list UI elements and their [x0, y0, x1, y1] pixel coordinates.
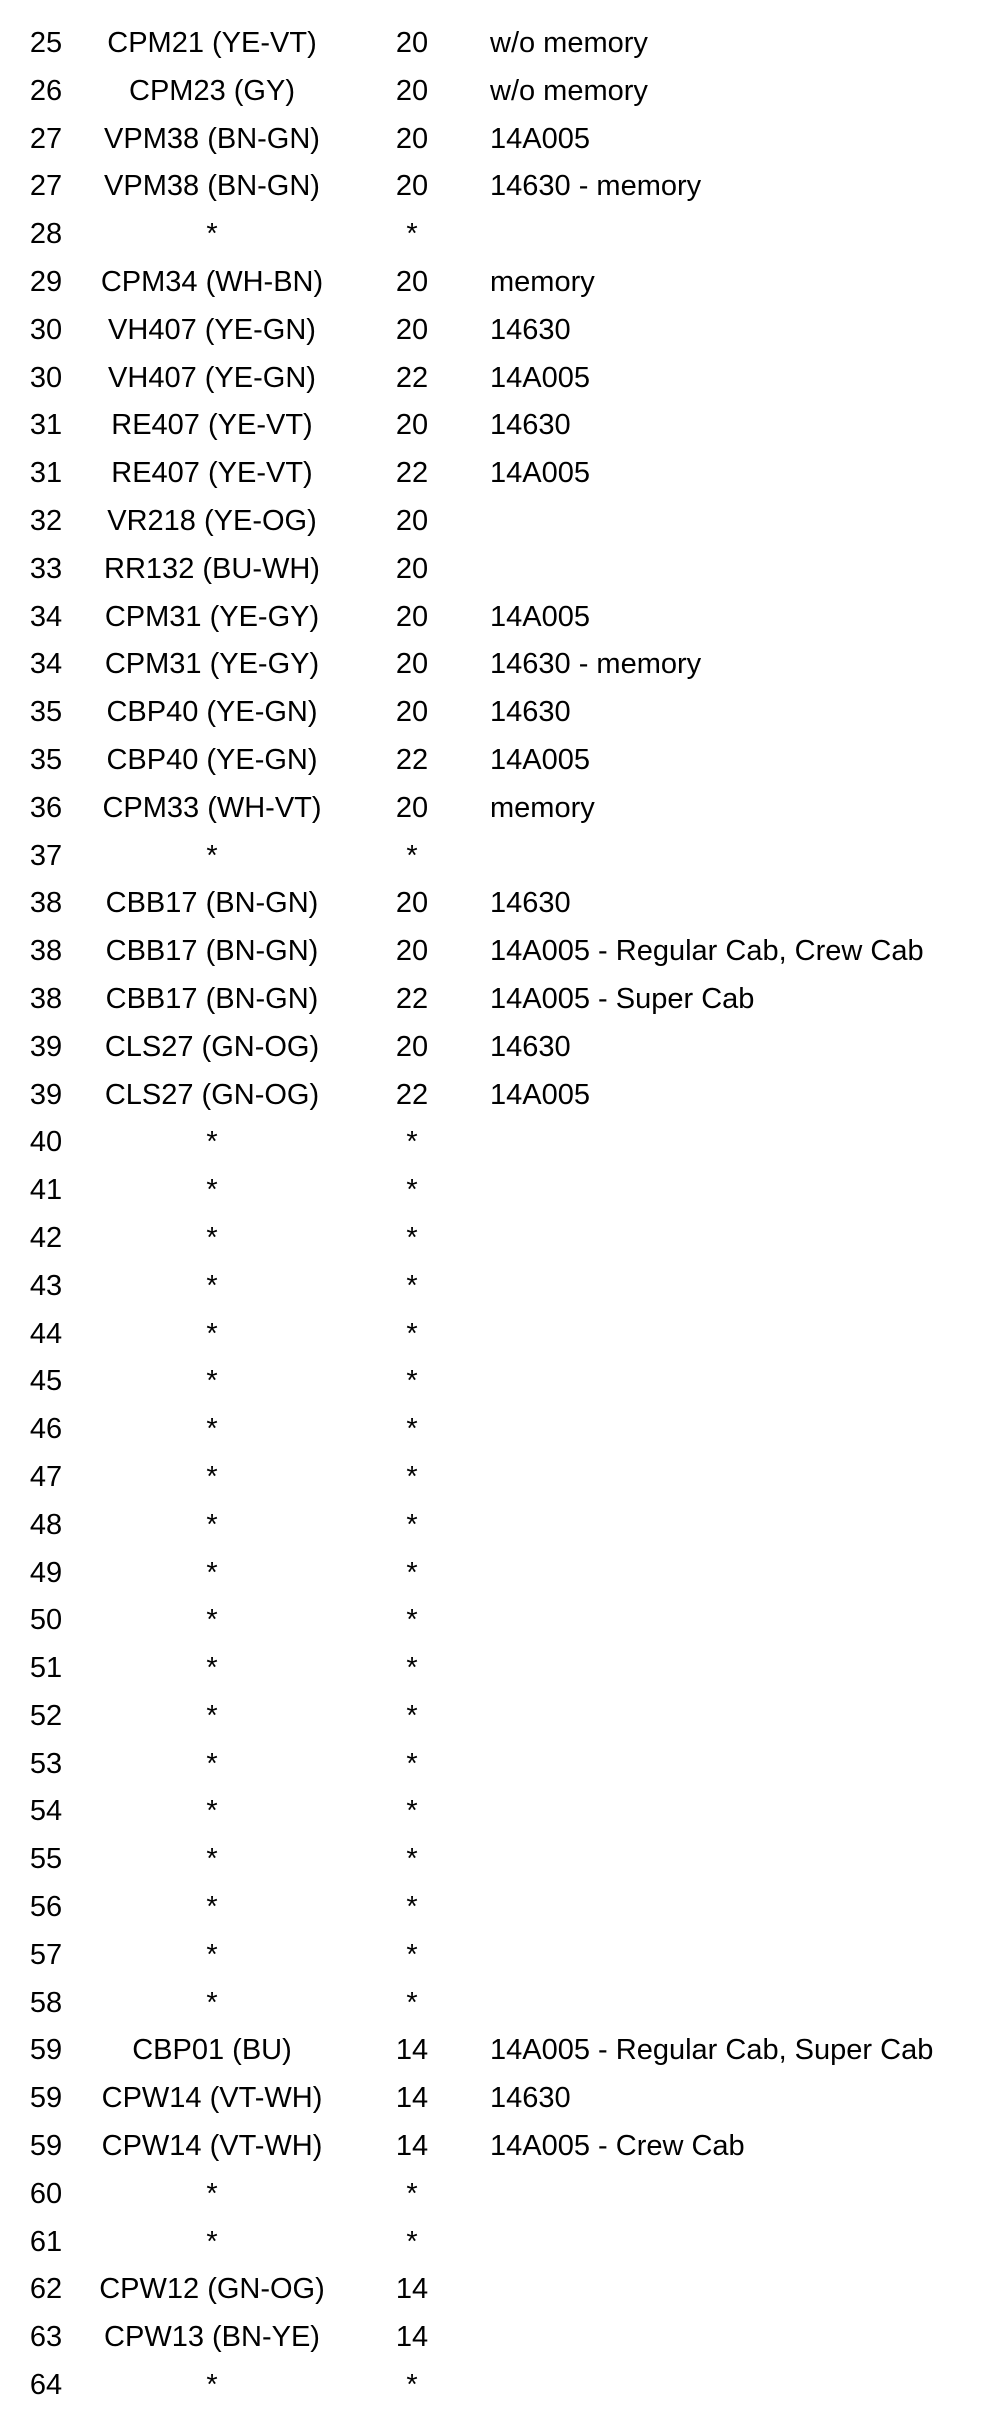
pin-number: 40 — [29, 1126, 63, 1159]
circuit-wire-color: * — [206, 1652, 218, 1685]
circuit-wire-color: * — [206, 1747, 218, 1780]
wire-gauge: * — [406, 1986, 418, 2019]
usage-note: w/o memory — [490, 74, 648, 107]
pin-number: 28 — [29, 218, 63, 251]
wire-gauge: * — [406, 1604, 418, 1637]
wire-gauge: * — [406, 1221, 418, 1254]
circuit-wire-color: CPM23 (GY) — [129, 74, 295, 107]
circuit-wire-color: * — [206, 1221, 218, 1254]
wire-gauge: * — [406, 1556, 418, 1589]
table-row — [0, 68, 1008, 116]
table-row — [0, 1980, 1008, 2028]
pin-number: 33 — [29, 552, 63, 585]
pin-number: 30 — [29, 361, 63, 394]
pin-number: 63 — [29, 2321, 63, 2354]
circuit-wire-color: * — [206, 1126, 218, 1159]
circuit-wire-color: RR132 (BU-WH) — [104, 552, 320, 585]
pin-number: 60 — [29, 2177, 63, 2210]
wire-gauge: 20 — [395, 170, 429, 203]
pin-number: 45 — [29, 1365, 63, 1398]
wire-gauge: 22 — [395, 457, 429, 490]
table-row — [0, 1358, 1008, 1406]
wire-gauge: 22 — [395, 982, 429, 1015]
pin-number: 35 — [29, 696, 63, 729]
circuit-wire-color: CPW13 (BN-YE) — [104, 2321, 320, 2354]
pin-number: 49 — [29, 1556, 63, 1589]
table-row — [0, 689, 1008, 737]
circuit-wire-color: CBP40 (YE-GN) — [106, 743, 318, 776]
circuit-wire-color: * — [206, 1269, 218, 1302]
usage-note: 14630 — [490, 1030, 571, 1063]
wire-gauge: 20 — [395, 504, 429, 537]
table-row — [0, 163, 1008, 211]
table-row — [0, 2362, 1008, 2410]
table-row — [0, 1119, 1008, 1167]
table-row — [0, 1788, 1008, 1836]
circuit-wire-color: * — [206, 1174, 218, 1207]
wire-gauge: * — [406, 1795, 418, 1828]
wire-gauge: * — [406, 1699, 418, 1732]
usage-note: 14630 - memory — [490, 648, 702, 681]
wire-gauge: * — [406, 2177, 418, 2210]
wire-gauge: * — [406, 1460, 418, 1493]
wire-gauge: 20 — [395, 648, 429, 681]
pin-number: 52 — [29, 1699, 63, 1732]
pin-number: 32 — [29, 504, 63, 537]
table-row — [0, 116, 1008, 164]
pin-number: 36 — [29, 791, 63, 824]
pin-number: 58 — [29, 1986, 63, 2019]
pin-number: 26 — [29, 74, 63, 107]
pin-number: 42 — [29, 1221, 63, 1254]
circuit-wire-color: * — [206, 1317, 218, 1350]
pin-number: 53 — [29, 1747, 63, 1780]
table-row — [0, 928, 1008, 976]
circuit-wire-color: CLS27 (GN-OG) — [104, 1030, 320, 1063]
wire-gauge: * — [406, 1269, 418, 1302]
circuit-wire-color: VH407 (YE-GN) — [108, 361, 316, 394]
pin-number: 59 — [29, 2130, 63, 2163]
table-row — [0, 2314, 1008, 2362]
wire-gauge: 14 — [395, 2034, 429, 2067]
wire-gauge: 22 — [395, 1078, 429, 1111]
pin-number: 30 — [29, 313, 63, 346]
table-row — [0, 976, 1008, 1024]
circuit-wire-color: CPM33 (WH-VT) — [102, 791, 322, 824]
usage-note: 14630 — [490, 2082, 571, 2115]
table-row — [0, 2123, 1008, 2171]
pin-number: 34 — [29, 648, 63, 681]
wire-gauge: 20 — [395, 1030, 429, 1063]
circuit-wire-color: * — [206, 1699, 218, 1732]
circuit-wire-color: CBB17 (BN-GN) — [105, 887, 319, 920]
pin-number: 27 — [29, 122, 63, 155]
usage-note: 14A005 — [490, 457, 590, 490]
wire-gauge: * — [406, 1126, 418, 1159]
table-row — [0, 1932, 1008, 1980]
pin-number: 29 — [29, 265, 63, 298]
table-row — [0, 1311, 1008, 1359]
circuit-wire-color: RE407 (YE-VT) — [111, 457, 313, 490]
table-row — [0, 402, 1008, 450]
table-row — [0, 1454, 1008, 1502]
table-row — [0, 880, 1008, 928]
table-row — [0, 594, 1008, 642]
table-row — [0, 1215, 1008, 1263]
circuit-wire-color: VR218 (YE-OG) — [107, 504, 317, 537]
circuit-wire-color: CPW14 (VT-WH) — [101, 2082, 323, 2115]
table-row — [0, 2266, 1008, 2314]
pin-number: 38 — [29, 935, 63, 968]
usage-note: 14A005 — [490, 743, 590, 776]
table-row — [0, 1597, 1008, 1645]
pin-number: 25 — [29, 27, 63, 59]
table-row — [0, 20, 1008, 68]
circuit-wire-color: * — [206, 1986, 218, 2019]
table-row — [0, 1645, 1008, 1693]
circuit-wire-color: CPW14 (VT-WH) — [101, 2130, 323, 2163]
circuit-wire-color: CPW12 (GN-OG) — [99, 2273, 325, 2306]
table-row — [0, 1836, 1008, 1884]
pin-number: 47 — [29, 1460, 63, 1493]
pinout-table — [0, 20, 1008, 2410]
pin-number: 50 — [29, 1604, 63, 1637]
wire-gauge: * — [406, 1508, 418, 1541]
usage-note: 14630 — [490, 696, 571, 729]
wire-gauge: * — [406, 218, 418, 251]
circuit-wire-color: * — [206, 1413, 218, 1446]
table-row — [0, 259, 1008, 307]
table-row — [0, 1263, 1008, 1311]
pin-number: 48 — [29, 1508, 63, 1541]
pin-number: 37 — [29, 839, 63, 872]
usage-note: 14A005 - Super Cab — [490, 982, 755, 1015]
wire-gauge: 14 — [395, 2130, 429, 2163]
usage-note: 14A005 — [490, 122, 590, 155]
wire-gauge: 20 — [395, 600, 429, 633]
circuit-wire-color: * — [206, 2177, 218, 2210]
table-row — [0, 2027, 1008, 2075]
wire-gauge: 20 — [395, 313, 429, 346]
usage-note: w/o memory — [490, 27, 648, 59]
usage-note: 14630 - memory — [490, 170, 702, 203]
circuit-wire-color: CBB17 (BN-GN) — [105, 982, 319, 1015]
pin-number: 59 — [29, 2082, 63, 2115]
circuit-wire-color: CBP40 (YE-GN) — [106, 696, 318, 729]
pin-number: 51 — [29, 1652, 63, 1685]
pin-number: 27 — [29, 170, 63, 203]
pin-number: 61 — [29, 2225, 63, 2258]
wire-gauge: * — [406, 1174, 418, 1207]
table-row — [0, 2075, 1008, 2123]
table-row — [0, 498, 1008, 546]
pin-number: 38 — [29, 887, 63, 920]
table-row — [0, 1167, 1008, 1215]
circuit-wire-color: * — [206, 1604, 218, 1637]
wire-gauge: * — [406, 1938, 418, 1971]
circuit-wire-color: CPM31 (YE-GY) — [104, 600, 320, 633]
wire-gauge: 14 — [395, 2321, 429, 2354]
usage-note: 14630 — [490, 409, 571, 442]
wire-gauge: * — [406, 2369, 418, 2402]
wire-gauge: * — [406, 1317, 418, 1350]
usage-note: 14A005 — [490, 361, 590, 394]
circuit-wire-color: * — [206, 1843, 218, 1876]
wire-gauge: 20 — [395, 74, 429, 107]
pin-number: 39 — [29, 1078, 63, 1111]
table-row — [0, 546, 1008, 594]
circuit-wire-color: * — [206, 839, 218, 872]
table-row — [0, 1406, 1008, 1454]
usage-note: 14A005 — [490, 600, 590, 633]
table-row — [0, 641, 1008, 689]
circuit-wire-color: * — [206, 1508, 218, 1541]
wire-gauge: * — [406, 839, 418, 872]
table-row — [0, 450, 1008, 498]
pin-number: 38 — [29, 982, 63, 1015]
usage-note: 14A005 - Crew Cab — [490, 2130, 745, 2163]
usage-note: 14A005 - Regular Cab, Crew Cab — [490, 935, 924, 968]
wire-gauge: 20 — [395, 265, 429, 298]
pin-number: 56 — [29, 1891, 63, 1924]
table-row — [0, 833, 1008, 881]
table-row — [0, 1693, 1008, 1741]
circuit-wire-color: VPM38 (BN-GN) — [104, 122, 320, 155]
circuit-wire-color: CPM34 (WH-BN) — [100, 265, 324, 298]
pin-number: 59 — [29, 2034, 63, 2067]
usage-note: 14630 — [490, 313, 571, 346]
wire-gauge: * — [406, 1652, 418, 1685]
circuit-wire-color: VPM38 (BN-GN) — [104, 170, 320, 203]
usage-note: 14A005 — [490, 1078, 590, 1111]
pin-number: 54 — [29, 1795, 63, 1828]
usage-note: memory — [490, 265, 595, 298]
wire-gauge: 22 — [395, 743, 429, 776]
table-row — [0, 1072, 1008, 1120]
table-row — [0, 737, 1008, 785]
wire-gauge: 14 — [395, 2273, 429, 2306]
table-row — [0, 1024, 1008, 1072]
pin-number: 41 — [29, 1174, 63, 1207]
pin-number: 57 — [29, 1938, 63, 1971]
table-row — [0, 355, 1008, 403]
table-row — [0, 2219, 1008, 2267]
wire-gauge: * — [406, 1413, 418, 1446]
circuit-wire-color: * — [206, 1938, 218, 1971]
wire-gauge: * — [406, 1365, 418, 1398]
pin-number: 43 — [29, 1269, 63, 1302]
pin-number: 64 — [29, 2369, 63, 2402]
wire-gauge: * — [406, 1843, 418, 1876]
wire-gauge: 20 — [395, 935, 429, 968]
pin-number: 35 — [29, 743, 63, 776]
circuit-wire-color: CBP01 (BU) — [132, 2034, 292, 2067]
wire-gauge: * — [406, 2225, 418, 2258]
usage-note: 14A005 - Regular Cab, Super Cab — [490, 2034, 934, 2067]
wire-gauge: 20 — [395, 122, 429, 155]
circuit-wire-color: CBB17 (BN-GN) — [105, 935, 319, 968]
circuit-wire-color: RE407 (YE-VT) — [111, 409, 313, 442]
usage-note: 14630 — [490, 887, 571, 920]
wire-gauge: 20 — [395, 552, 429, 585]
circuit-wire-color: * — [206, 2369, 218, 2402]
circuit-wire-color: CPM21 (YE-VT) — [107, 27, 317, 59]
circuit-wire-color: * — [206, 1891, 218, 1924]
pin-number: 31 — [29, 409, 63, 442]
wire-gauge: 20 — [395, 887, 429, 920]
pin-number: 31 — [29, 457, 63, 490]
circuit-wire-color: * — [206, 2225, 218, 2258]
wire-gauge: 20 — [395, 409, 429, 442]
pin-number: 55 — [29, 1843, 63, 1876]
circuit-wire-color: CLS27 (GN-OG) — [104, 1078, 320, 1111]
circuit-wire-color: * — [206, 218, 218, 251]
circuit-wire-color: CPM31 (YE-GY) — [104, 648, 320, 681]
pin-number: 39 — [29, 1030, 63, 1063]
table-row — [0, 307, 1008, 355]
table-row — [0, 211, 1008, 259]
table-row — [0, 1741, 1008, 1789]
pin-number: 46 — [29, 1413, 63, 1446]
pin-number: 34 — [29, 600, 63, 633]
wire-gauge: * — [406, 1891, 418, 1924]
table-row — [0, 1502, 1008, 1550]
circuit-wire-color: * — [206, 1795, 218, 1828]
wire-gauge: 20 — [395, 27, 429, 59]
circuit-wire-color: * — [206, 1556, 218, 1589]
table-row — [0, 1550, 1008, 1598]
usage-note: memory — [490, 791, 595, 824]
table-row — [0, 2171, 1008, 2219]
circuit-wire-color: * — [206, 1460, 218, 1493]
wire-gauge: 20 — [395, 791, 429, 824]
table-row — [0, 785, 1008, 833]
circuit-wire-color: * — [206, 1365, 218, 1398]
pin-number: 62 — [29, 2273, 63, 2306]
table-row — [0, 1884, 1008, 1932]
wire-gauge: 14 — [395, 2082, 429, 2115]
wire-gauge: 20 — [395, 696, 429, 729]
circuit-wire-color: VH407 (YE-GN) — [108, 313, 316, 346]
wire-gauge: * — [406, 1747, 418, 1780]
wire-gauge: 22 — [395, 361, 429, 394]
pin-number: 44 — [29, 1317, 63, 1350]
